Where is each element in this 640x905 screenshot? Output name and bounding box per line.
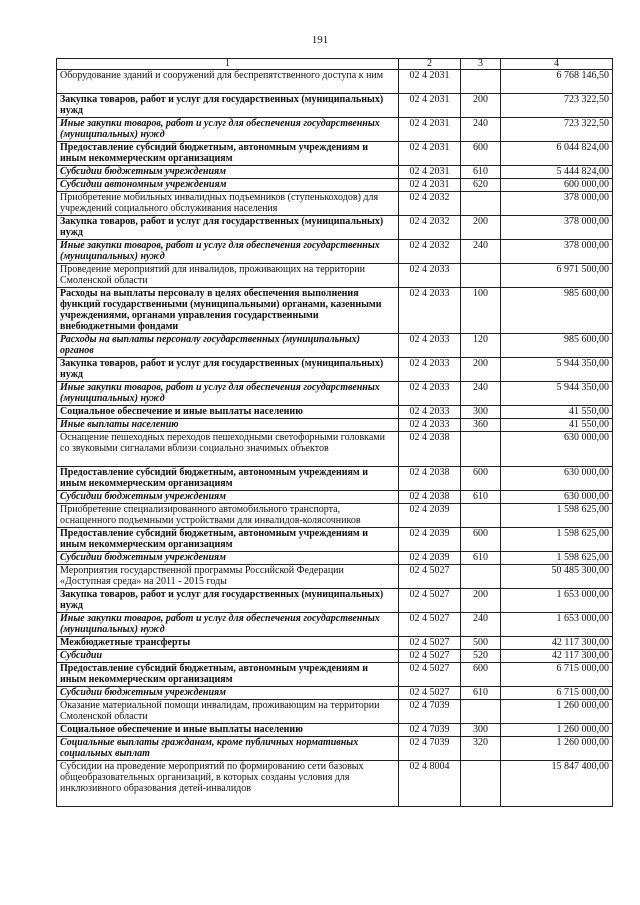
table-row <box>57 700 613 724</box>
row-type <box>461 432 501 467</box>
row-code: 02 4 2031 <box>399 142 461 166</box>
row-type: 520 <box>461 650 501 663</box>
table-row <box>57 216 613 240</box>
table-row <box>57 240 613 264</box>
row-amount: 378 000,00 <box>501 240 613 264</box>
row-code: 02 4 2033 <box>399 406 461 419</box>
column-header-amount: 4 <box>501 59 613 70</box>
row-name: Расходы на выплаты персоналу государственных (муниципальных) органов <box>57 334 399 358</box>
row-name: Субсидии бюджетным учреждениям <box>57 491 399 504</box>
row-amount: 1 260 000,00 <box>501 724 613 737</box>
table-row <box>57 419 613 432</box>
row-type <box>461 700 501 724</box>
table-row <box>57 552 613 565</box>
table-row <box>57 650 613 663</box>
row-amount: 378 000,00 <box>501 216 613 240</box>
row-type: 240 <box>461 382 501 406</box>
row-name: Мероприятия государственной программы Российской Федерации «Доступная среда» на 2011 - 2015 годы <box>57 565 399 589</box>
table-row <box>57 637 613 650</box>
row-amount: 41 550,00 <box>501 406 613 419</box>
row-name: Оборудование зданий и сооружений для беспрепятственного доступа к ним <box>57 70 399 94</box>
row-name: Субсидии <box>57 650 399 663</box>
row-code: 02 4 7039 <box>399 737 461 761</box>
table-body <box>57 70 613 807</box>
row-code: 02 4 2033 <box>399 358 461 382</box>
row-amount: 985 600,00 <box>501 334 613 358</box>
row-amount: 630 000,00 <box>501 467 613 491</box>
row-type <box>461 565 501 589</box>
row-amount: 600 000,00 <box>501 179 613 192</box>
row-type: 610 <box>461 552 501 565</box>
table-row <box>57 118 613 142</box>
row-amount: 5 944 350,00 <box>501 382 613 406</box>
row-name: Закупка товаров, работ и услуг для государственных (муниципальных) нужд <box>57 589 399 613</box>
row-type: 610 <box>461 687 501 700</box>
row-name: Предоставление субсидий бюджетным, автономным учреждениям и иным некоммерческим организациям <box>57 528 399 552</box>
table-row <box>57 589 613 613</box>
row-name: Субсидии бюджетным учреждениям <box>57 552 399 565</box>
table-row <box>57 406 613 419</box>
row-type <box>461 264 501 288</box>
row-name: Приобретение мобильных инвалидных подъемников (ступенькоходов) для учреждений социального обслуживания населения <box>57 192 399 216</box>
row-type: 620 <box>461 179 501 192</box>
row-code: 02 4 2031 <box>399 118 461 142</box>
row-amount: 1 653 000,00 <box>501 589 613 613</box>
row-name: Субсидии на проведение мероприятий по формированию сети базовых общеобразовательных организаций, в которых созданы условия для инклюзивного образования детей-инвалидов <box>57 761 399 807</box>
table-row <box>57 192 613 216</box>
row-name: Социальные выплаты гражданам, кроме публичных нормативных социальных выплат <box>57 737 399 761</box>
page-number: 191 <box>311 34 329 46</box>
row-code: 02 4 2033 <box>399 264 461 288</box>
table-row <box>57 565 613 589</box>
table-row <box>57 94 613 118</box>
row-amount: 985 600,00 <box>501 288 613 334</box>
table-row <box>57 264 613 288</box>
row-amount: 723 322,50 <box>501 118 613 142</box>
row-type: 240 <box>461 118 501 142</box>
row-type: 100 <box>461 288 501 334</box>
row-type: 200 <box>461 358 501 382</box>
table-row <box>57 467 613 491</box>
row-name: Социальное обеспечение и иные выплаты населению <box>57 724 399 737</box>
table-row <box>57 382 613 406</box>
row-code: 02 4 5027 <box>399 613 461 637</box>
row-amount: 41 550,00 <box>501 419 613 432</box>
row-name: Иные закупки товаров, работ и услуг для обеспечения государственных (муниципальных) нужд <box>57 613 399 637</box>
row-type: 200 <box>461 589 501 613</box>
table-row <box>57 737 613 761</box>
row-name: Оказание материальной помощи инвалидам, проживающим на территории Смоленской области <box>57 700 399 724</box>
row-amount: 1 653 000,00 <box>501 613 613 637</box>
table-row <box>57 724 613 737</box>
row-type: 600 <box>461 528 501 552</box>
row-amount: 630 000,00 <box>501 432 613 467</box>
table-row <box>57 491 613 504</box>
row-code: 02 4 2032 <box>399 216 461 240</box>
row-name: Предоставление субсидий бюджетным, автономным учреждениям и иным некоммерческим организациям <box>57 142 399 166</box>
row-name: Субсидии автономным учреждениям <box>57 179 399 192</box>
row-type <box>461 192 501 216</box>
row-code: 02 4 2039 <box>399 504 461 528</box>
table-row <box>57 613 613 637</box>
row-type: 610 <box>461 491 501 504</box>
row-amount: 1 260 000,00 <box>501 737 613 761</box>
row-code: 02 4 2031 <box>399 70 461 94</box>
row-name: Субсидии бюджетным учреждениям <box>57 166 399 179</box>
row-code: 02 4 2038 <box>399 491 461 504</box>
row-name: Проведение мероприятий для инвалидов, проживающих на территории Смоленской области <box>57 264 399 288</box>
table-header-row <box>57 59 613 70</box>
row-code: 02 4 7039 <box>399 700 461 724</box>
table-row <box>57 166 613 179</box>
row-code: 02 4 8004 <box>399 761 461 807</box>
row-code: 02 4 5027 <box>399 663 461 687</box>
row-type <box>461 70 501 94</box>
table-row <box>57 179 613 192</box>
row-type: 300 <box>461 724 501 737</box>
row-amount: 6 715 000,00 <box>501 663 613 687</box>
row-type: 240 <box>461 240 501 264</box>
row-code: 02 4 5027 <box>399 589 461 613</box>
row-amount: 1 598 625,00 <box>501 552 613 565</box>
column-header-code: 2 <box>399 59 461 70</box>
row-name: Межбюджетные трансферты <box>57 637 399 650</box>
column-header-type: 3 <box>461 59 501 70</box>
row-amount: 723 322,50 <box>501 94 613 118</box>
row-amount: 6 971 500,00 <box>501 264 613 288</box>
row-type: 200 <box>461 216 501 240</box>
row-type: 610 <box>461 166 501 179</box>
row-code: 02 4 2031 <box>399 166 461 179</box>
column-header-name: 1 <box>57 59 399 70</box>
row-code: 02 4 2031 <box>399 179 461 192</box>
row-name: Приобретение специализированного автомобильного транспорта, оснащенного подъемными устройствами для инвалидов-колясочников <box>57 504 399 528</box>
row-name: Закупка товаров, работ и услуг для государственных (муниципальных) нужд <box>57 94 399 118</box>
row-name: Закупка товаров, работ и услуг для государственных (муниципальных) нужд <box>57 358 399 382</box>
row-code: 02 4 2039 <box>399 528 461 552</box>
row-amount: 6 715 000,00 <box>501 687 613 700</box>
row-name: Закупка товаров, работ и услуг для государственных (муниципальных) нужд <box>57 216 399 240</box>
table-row <box>57 70 613 94</box>
row-amount: 5 944 350,00 <box>501 358 613 382</box>
row-amount: 1 598 625,00 <box>501 528 613 552</box>
row-code: 02 4 2033 <box>399 382 461 406</box>
row-code: 02 4 2033 <box>399 334 461 358</box>
row-amount: 42 117 300,00 <box>501 637 613 650</box>
row-code: 02 4 2039 <box>399 552 461 565</box>
row-amount: 378 000,00 <box>501 192 613 216</box>
row-name: Иные закупки товаров, работ и услуг для обеспечения государственных (муниципальных) нужд <box>57 240 399 264</box>
row-name: Социальное обеспечение и иные выплаты населению <box>57 406 399 419</box>
row-type: 600 <box>461 663 501 687</box>
row-amount: 1 260 000,00 <box>501 700 613 724</box>
table-row <box>57 687 613 700</box>
row-code: 02 4 2033 <box>399 419 461 432</box>
row-type: 240 <box>461 613 501 637</box>
row-code: 02 4 5027 <box>399 637 461 650</box>
row-name: Расходы на выплаты персоналу в целях обеспечения выполнения функций государственными (муниципальными) органами, казенными учреждениями, органами управления государственными внебюджетными фондами <box>57 288 399 334</box>
table-row <box>57 358 613 382</box>
row-type: 120 <box>461 334 501 358</box>
row-type: 360 <box>461 419 501 432</box>
budget-table <box>56 58 613 807</box>
row-code: 02 4 5027 <box>399 565 461 589</box>
row-amount: 6 768 146,50 <box>501 70 613 94</box>
table-row <box>57 142 613 166</box>
row-amount: 6 044 824,00 <box>501 142 613 166</box>
row-code: 02 4 2038 <box>399 467 461 491</box>
row-type <box>461 504 501 528</box>
table-row <box>57 288 613 334</box>
row-amount: 50 485 300,00 <box>501 565 613 589</box>
row-amount: 15 847 400,00 <box>501 761 613 807</box>
row-name: Субсидии бюджетным учреждениям <box>57 687 399 700</box>
row-code: 02 4 5027 <box>399 650 461 663</box>
row-name: Иные закупки товаров, работ и услуг для обеспечения государственных (муниципальных) нужд <box>57 118 399 142</box>
row-type: 500 <box>461 637 501 650</box>
row-code: 02 4 2038 <box>399 432 461 467</box>
row-code: 02 4 2031 <box>399 94 461 118</box>
row-name: Предоставление субсидий бюджетным, автономным учреждениям и иным некоммерческим организациям <box>57 663 399 687</box>
row-code: 02 4 2033 <box>399 288 461 334</box>
row-name: Иные закупки товаров, работ и услуг для обеспечения государственных (муниципальных) нужд <box>57 382 399 406</box>
table-row <box>57 761 613 807</box>
row-type: 320 <box>461 737 501 761</box>
row-code: 02 4 5027 <box>399 687 461 700</box>
row-type: 200 <box>461 94 501 118</box>
row-name: Иные выплаты населению <box>57 419 399 432</box>
row-code: 02 4 7039 <box>399 724 461 737</box>
table-row <box>57 528 613 552</box>
table-row <box>57 334 613 358</box>
row-amount: 1 598 625,00 <box>501 504 613 528</box>
row-name: Предоставление субсидий бюджетным, автономным учреждениям и иным некоммерческим организациям <box>57 467 399 491</box>
row-type <box>461 761 501 807</box>
row-type: 300 <box>461 406 501 419</box>
row-type: 600 <box>461 467 501 491</box>
row-amount: 42 117 300,00 <box>501 650 613 663</box>
row-amount: 5 444 824,00 <box>501 166 613 179</box>
row-name: Оснащение пешеходных переходов пешеходными светофорными головками со звуковыми сигналами вблизи социально значимых объектов <box>57 432 399 467</box>
table-row <box>57 663 613 687</box>
table-row <box>57 432 613 467</box>
row-amount: 630 000,00 <box>501 491 613 504</box>
table-row <box>57 504 613 528</box>
row-code: 02 4 2032 <box>399 192 461 216</box>
row-type: 600 <box>461 142 501 166</box>
row-code: 02 4 2032 <box>399 240 461 264</box>
